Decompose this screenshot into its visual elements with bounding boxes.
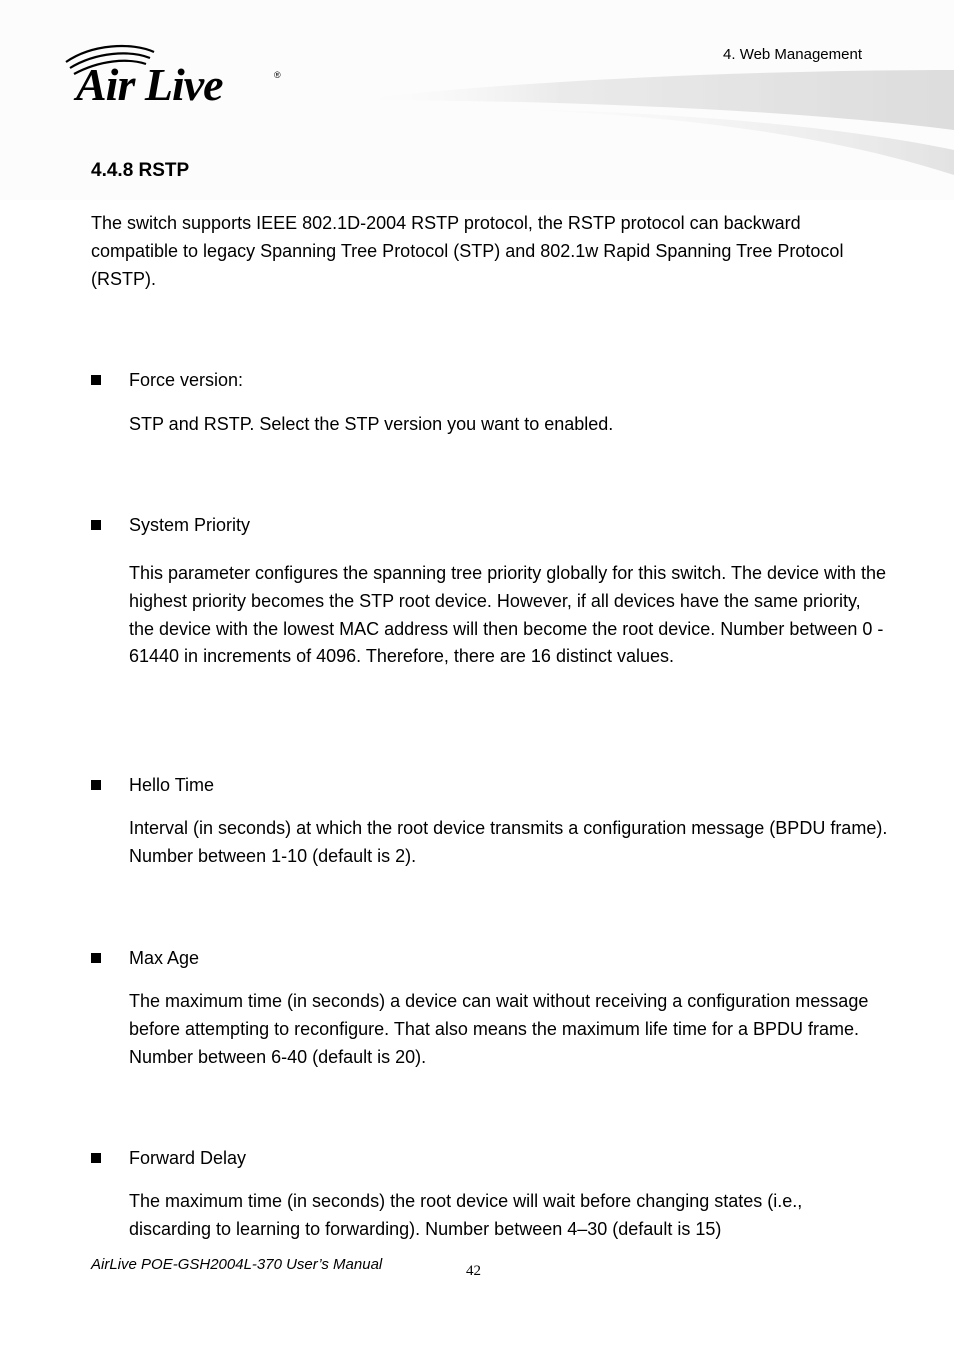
logo-wordmark: Air Live xyxy=(76,59,223,110)
bullet-item-max-age xyxy=(91,944,199,972)
bullet-square-icon xyxy=(91,520,101,530)
bullet-item-forward-delay xyxy=(91,1144,246,1172)
intro-paragraph: The switch supports IEEE 802.1D-2004 RSTP protocol, the RSTP protocol can backward compatible to legacy Spanning Tree Protocol (STP) and 802.1w Rapid Spanning Tree Protocol (RSTP). xyxy=(91,213,844,289)
bullet-item-hello-time xyxy=(91,771,214,799)
bullet-label: Hello Time xyxy=(129,775,215,795)
logo-registered-mark: ® xyxy=(274,70,281,80)
page-number: 42 xyxy=(466,1263,481,1279)
airlive-logo xyxy=(62,40,292,110)
system-priority-description: This parameter configures the spanning tree priority globally for this switch. The device with the highest priority becomes the STP root device. However, if all devices have the same priority, the device with the lowest MAC address will then become the root device. Number between 0 - 61440 in increments of 4096. Therefore, there are 16 distinct values. xyxy=(129,563,887,667)
bullet-label: Max Age xyxy=(129,948,200,968)
bullet-item-force-version xyxy=(91,366,243,394)
hello-time-description: Interval (in seconds) at which the root device transmits a configuration message (BPDU frame). Number between 1-10 (default is 2). xyxy=(129,818,888,866)
forward-delay-description: The maximum time (in seconds) the root device will wait before changing states (i.e., discarding to learning to forwarding). Number between 4–30 (default is 15) xyxy=(129,1191,803,1239)
bullet-square-icon xyxy=(91,953,101,963)
page-heading: 4.4.8 RSTP xyxy=(91,160,190,181)
footer-manual-title: AirLive POE-GSH2004L-370 User’s Manual xyxy=(91,1256,383,1273)
section-label: 4. Web Management xyxy=(723,46,862,63)
bullet-label: Force version: xyxy=(129,370,244,390)
bullet-label: System Priority xyxy=(129,515,251,535)
bullet-square-icon xyxy=(91,1153,101,1163)
bullet-label: Forward Delay xyxy=(129,1148,247,1168)
bullet-square-icon xyxy=(91,780,101,790)
force-version-description: STP and RSTP. Select the STP version you want to enabled. xyxy=(129,414,614,434)
max-age-description: The maximum time (in seconds) a device can wait without receiving a configuration message before attempting to reconfigure. That also means the maximum life time for a BPDU frame. Number between 6-40 (default is 20). xyxy=(129,991,869,1067)
bullet-square-icon xyxy=(91,375,101,385)
bullet-item-system-priority xyxy=(91,511,250,539)
